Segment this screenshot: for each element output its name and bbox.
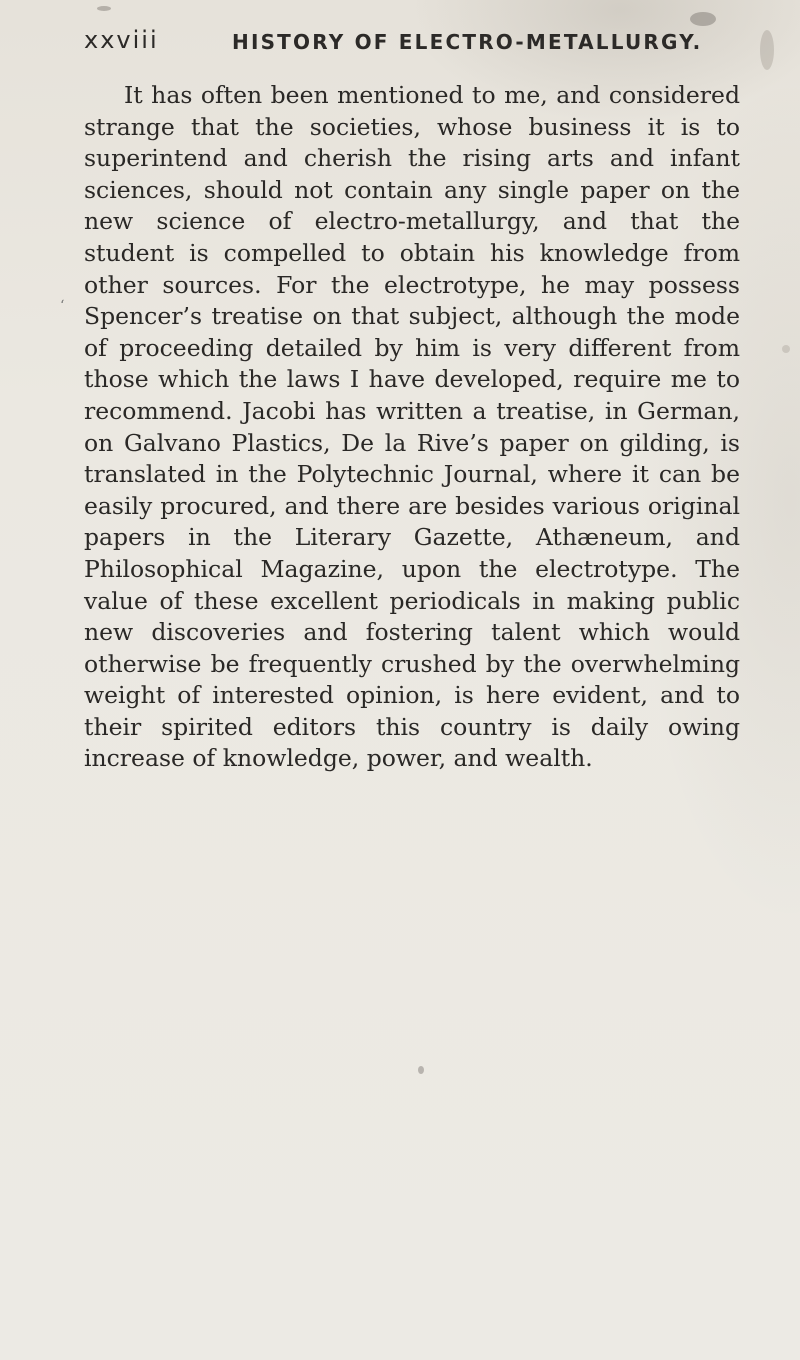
margin-mark: ‘ [60,298,65,314]
paper-spot [782,345,790,353]
paper-spot [97,6,111,11]
paper-spot [760,30,774,70]
paper-spot [418,1066,424,1074]
running-head-title: HISTORY OF ELECTRO-METALLURGY. [232,30,703,54]
paper-spot [690,12,716,26]
body-text [84,80,740,775]
paragraph: It has often been mentioned to me, and considered strange that the societies, whose business it is to superintend and cherish the rising arts and infant sciences, should not contain any single paper on the new science of electro-metallurgy, and that the student is compelled to obtain his knowledge from other sources. For the electrotype, he may possess Spencer’s treatise on that subject, although the mode of proceeding detailed by him is very different from those which the laws I have developed, require me to recommend. Jacobi has written a treatise, in German, on Galvano Plastics, De la Rive’s paper on gilding, is translated in the Polytechnic Journal, where it can be easily procured, and there are besides various original papers in the Literary Gazette, Athæneum, and Philosophical Magazine, upon the electrotype. The value of these excellent periodicals in making public new discoveries and fostering talent which would otherwise be frequently crushed by the overwhelming weight of interested opinion, is here evident, and to their spirited editors this country is daily owing increase of knowledge, power, and wealth. [84,81,740,773]
running-head [84,20,724,60]
page-number: xxviii [84,26,159,54]
